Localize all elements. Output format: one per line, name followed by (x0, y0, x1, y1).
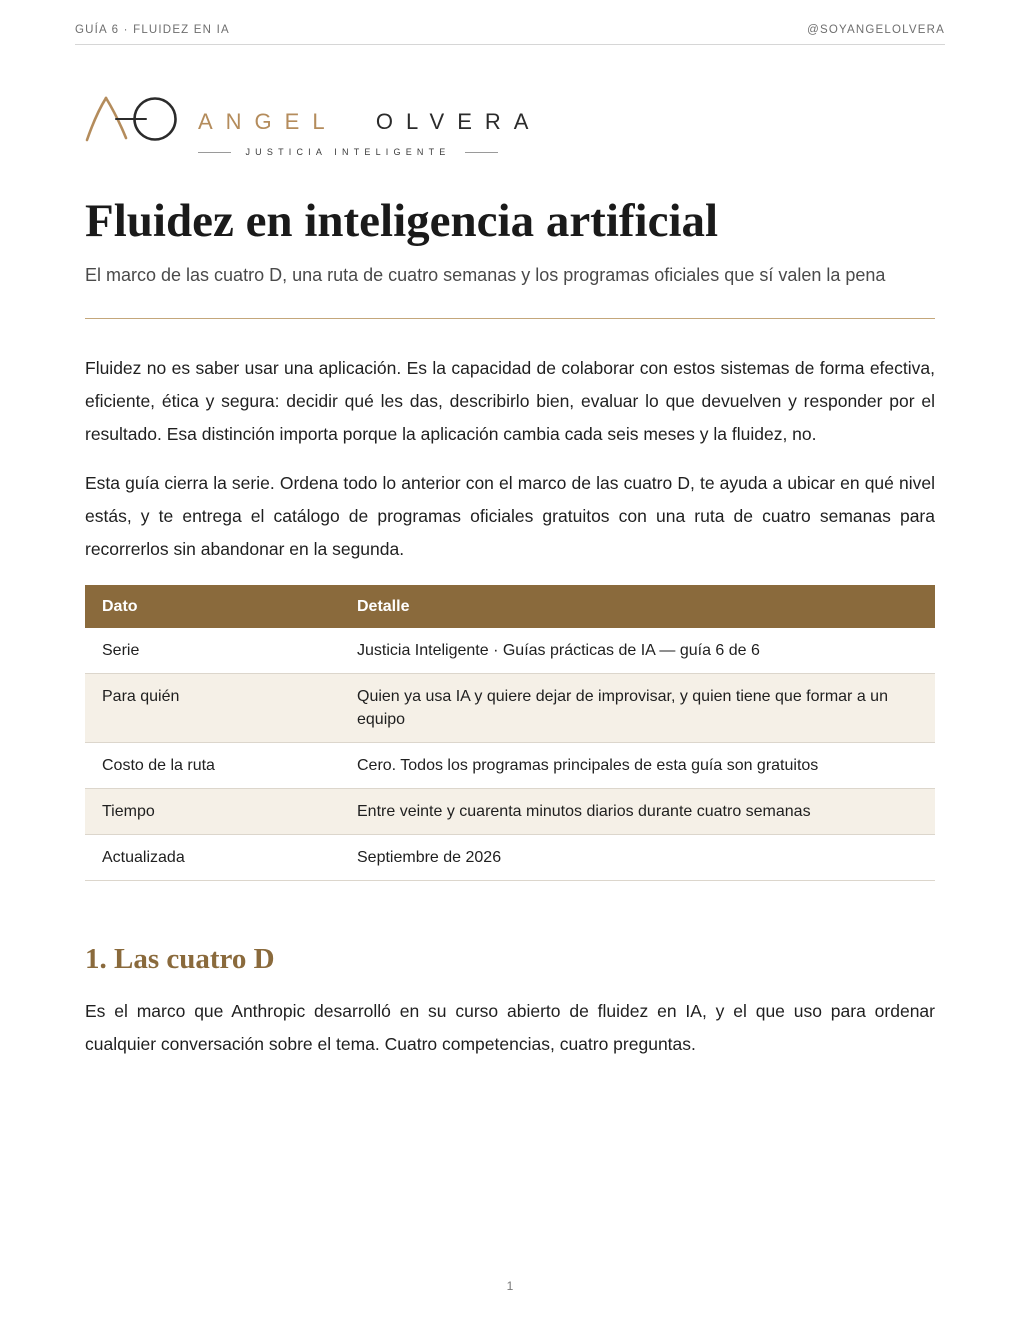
logo-tagline-row (198, 147, 498, 157)
section-heading: 1. Las cuatro D (85, 943, 275, 975)
table-cell-label: Tiempo (85, 789, 340, 835)
title-divider (85, 318, 935, 319)
tagline-rule-left (198, 152, 231, 153)
table-row (85, 743, 935, 789)
intro-paragraph-1: Fluidez no es saber usar una aplicación. Es la capacidad de colaborar con estos sistemas de forma efectiva, eficiente, ética y segura: decidir qué les das, describirlo bien, evaluar lo que devuelven y responder por el resultado. Esa distinción importa porque la aplicación cambia cada seis meses y la fluidez, no. (85, 358, 935, 444)
logo-word-first: ANGEL (198, 109, 338, 134)
logo-wordmark (198, 109, 541, 135)
summary-table (85, 585, 935, 881)
tagline-rule-right (465, 152, 498, 153)
table-header-detalle: Detalle (340, 585, 935, 628)
table-cell-value: Justicia Inteligente · Guías prácticas de IA — guía 6 de 6 (340, 628, 935, 674)
logo-tagline: JUSTICIA INTELIGENTE (245, 147, 451, 157)
table-row (85, 835, 935, 881)
monogram-logo-icon (84, 92, 184, 148)
document-subtitle: El marco de las cuatro D, una ruta de cuatro semanas y los programas oficiales que sí valen la pena (85, 265, 886, 285)
logo-word-second: OLVERA (375, 109, 542, 134)
page-number: 1 (506, 1279, 514, 1293)
running-header (75, 24, 945, 45)
table-row (85, 674, 935, 743)
table-cell-value: Cero. Todos los programas principales de esta guía son gratuitos (340, 743, 935, 789)
table-cell-value: Quien ya usa IA y quiere dejar de improvisar, y quien tiene que formar a un equipo (340, 674, 935, 743)
table-cell-label: Costo de la ruta (85, 743, 340, 789)
table-cell-label: Serie (85, 628, 340, 674)
table-cell-label: Para quién (85, 674, 340, 743)
document-content (85, 192, 935, 1061)
table-header-dato: Dato (85, 585, 340, 628)
table-cell-label: Actualizada (85, 835, 340, 881)
document-title: Fluidez en inteligencia artificial (85, 195, 719, 247)
intro-paragraph-2: Esta guía cierra la serie. Ordena todo lo anterior con el marco de las cuatro D, te ayuda a ubicar en qué nivel estás, y te entrega el catálogo de programas oficiales gratuitos con una ruta de cuatro semanas para recorrerlos sin abandonar en la segunda. (85, 473, 935, 559)
table-row (85, 789, 935, 835)
table-cell-value: Entre veinte y cuarenta minutos diarios durante cuatro semanas (340, 789, 935, 835)
table-row (85, 628, 935, 674)
brand-logo (84, 92, 542, 162)
section-paragraph: Es el marco que Anthropic desarrolló en su curso abierto de fluidez en IA, y el que uso para ordenar cualquier conversación sobre el tema. Cuatro competencias, cuatro preguntas. (85, 1001, 935, 1054)
table-cell-value: Septiembre de 2026 (340, 835, 935, 881)
table-header-row (85, 585, 935, 628)
running-header-right: @SOYANGELOLVERA (807, 24, 945, 36)
running-header-left: GUÍA 6 · FLUIDEZ EN IA (75, 24, 230, 36)
